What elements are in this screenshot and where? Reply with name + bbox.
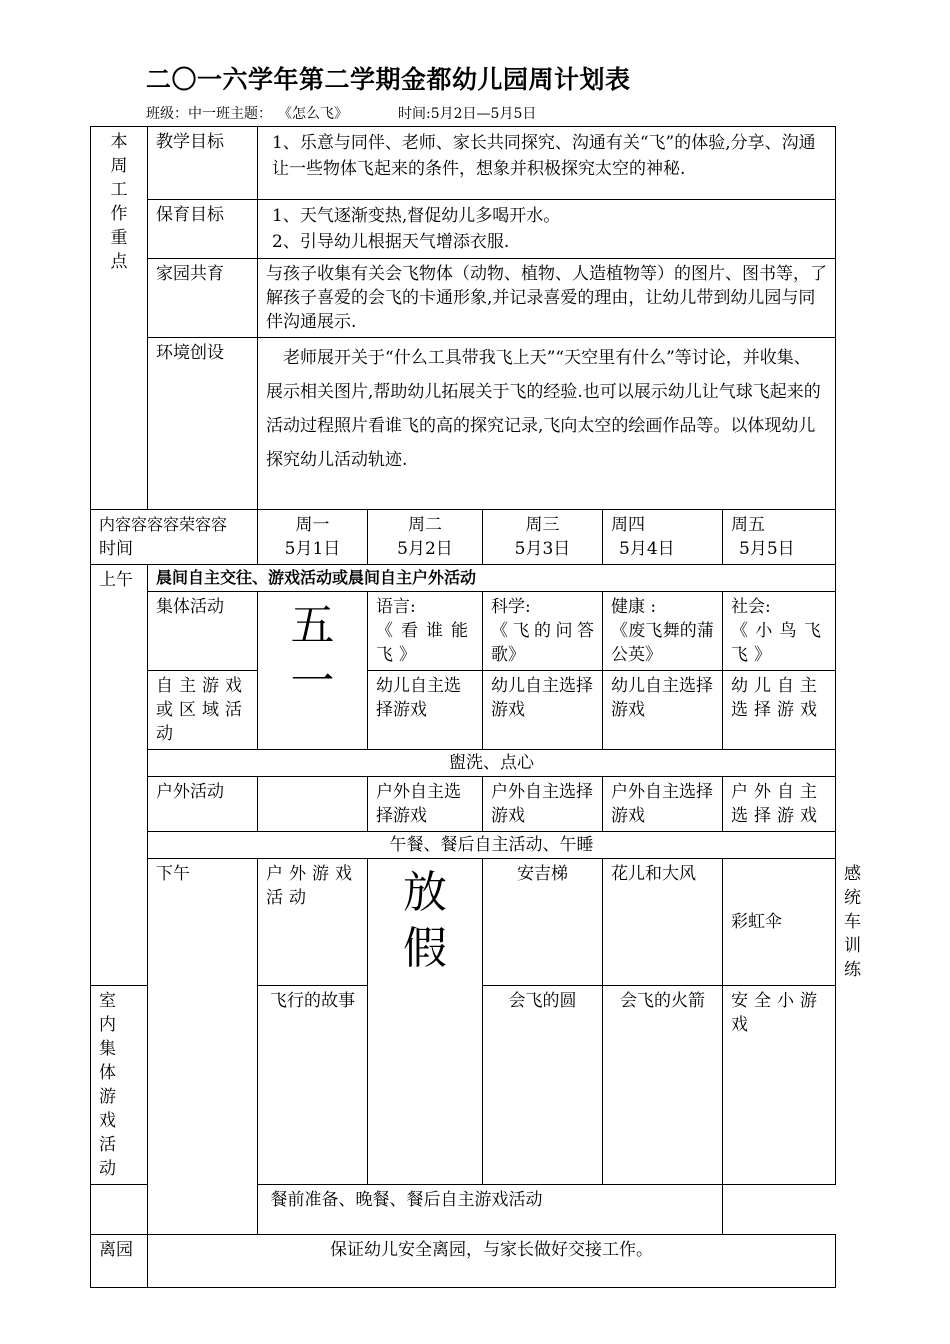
group-activity-wed: 科学: 《飞的问答歌》 [483,592,603,671]
morning-banner: 晨间自主交往、游戏活动或晨间自主户外活动 [148,565,836,592]
wash-snack: 盥洗、点心 [148,750,836,777]
weekly-plan-table [90,126,868,1288]
day-header-wed: 周三 5月3日 [483,510,603,565]
free-play-fri: 幼儿自主选择游戏 [723,671,836,750]
plan-info [146,103,536,123]
page-title: 二〇一六学年第二学期金都幼儿园周计划表 [146,65,631,94]
teaching-goal-row [91,127,836,200]
weekly-focus-label: 本 周 工 作 重 点 [91,127,148,510]
outdoor-game-tue: 安吉梯 [483,859,603,986]
indoor-game-label: 室内集体游戏活动 [91,986,148,1185]
indoor-game-fri: 安全小游戏 [723,986,836,1185]
time-range: 时间:5月2日—5月5日 [398,106,537,122]
holiday-mark-fangjia: 放 假 [368,859,483,1185]
group-activity-fri: 社会: 《小鸟飞飞》 [723,592,836,671]
indoor-game-wed: 会飞的圆 [483,986,603,1185]
outdoor-activity-tue: 户外自主选择游戏 [368,777,483,832]
free-play-row [91,671,836,750]
home-coop-label: 家园共育 [148,259,258,338]
day-header-mon: 周一 5月1日 [258,510,368,565]
leave-row [91,1235,836,1288]
care-goal-text [258,200,836,259]
indoor-game-thu: 会飞的火箭 [603,986,723,1185]
outdoor-activity-mon [258,777,368,832]
holiday-mark-wuyi: 五 一 [258,592,368,750]
theme-name: 《怎么飞》 [278,106,348,122]
care-goal-line: 2、引导幼儿根据天气增添衣服. [272,232,510,252]
leave-text: 保证幼儿安全离园，与家长做好交接工作。 [148,1235,836,1288]
free-play-tue: 幼儿自主选择游戏 [368,671,483,750]
wash-row [91,750,836,777]
day-header-tue: 周二 5月2日 [368,510,483,565]
outdoor-game-row: 下午 户外游戏活动 放 假 安吉梯 花儿和大风 彩虹伞 感统车训练 [91,859,836,986]
dinner-row [91,1185,836,1235]
outdoor-activity-label: 户外活动 [148,777,258,832]
day-header-thu: 周四 5月4日 [603,510,723,565]
class-label: 班级：中一班 [146,106,230,122]
lunch-row [91,832,836,859]
free-play-wed: 幼儿自主选择游戏 [483,671,603,750]
lunch-nap: 午餐、餐后自主活动、午睡 [148,832,836,859]
outdoor-activity-wed: 户外自主选择游戏 [483,777,603,832]
environment-label: 环境创设 [148,338,258,510]
care-goal-label: 保育目标 [148,200,258,259]
care-goal-line: 1、天气逐渐变热,督促幼儿多喝开水。 [272,206,561,226]
afternoon-label: 下午 [148,859,258,1235]
theme-label: 主题： [230,106,272,122]
outdoor-game-thu: 彩虹伞 [723,859,836,986]
group-activity-label: 集体活动 [148,592,258,671]
environment-text: 老师展开关于“什么工具带我飞上天”“天空里有什么”等讨论，并收集、展示相关图片,帮助幼儿拓展关于飞的经验.也可以展示幼儿让气球飞起来的活动过程照片看谁飞的高的探究记录,飞向太空的绘画作品等。以体现幼儿探究幼儿活动轨迹. [258,338,836,510]
outdoor-game-label: 户外游戏活动 [258,859,368,986]
free-play-label: 自主游戏或区域活动 [148,671,258,750]
dinner-activities: 餐前准备、晚餐、餐后自主游戏活动 [91,1185,723,1235]
outdoor-activity-row [91,777,836,832]
free-play-thu: 幼儿自主选择游戏 [603,671,723,750]
morning-label: 上午 [91,565,148,986]
header-row [91,510,836,565]
outdoor-game-wed: 花儿和大风 [603,859,723,986]
outdoor-activity-thu: 户外自主选择游戏 [603,777,723,832]
day-header-fri: 周五 5月5日 [723,510,836,565]
leave-label: 离园 [91,1235,148,1288]
home-coop-text: 与孩子收集有关会飞物体（动物、植物、人造植物等）的图片、图书等，了解孩子喜爱的会飞的卡通形象,并记录喜爱的理由，让幼儿带到幼儿园与同伴沟通展示. [258,259,836,338]
teaching-goal-text: 1、乐意与同伴、老师、家长共同探究、沟通有关“飞”的体验,分享、沟通让一些物体飞起来的条件，想象并积极探究太空的神秘. [258,127,836,200]
outdoor-activity-fri: 户外自主选择游戏 [723,777,836,832]
teaching-goal-label: 教学目标 [148,127,258,200]
care-goal-row [91,200,836,259]
indoor-game-tue: 飞行的故事 [258,986,368,1185]
home-coop-row [91,259,836,338]
group-activity-row [91,592,836,671]
environment-row [91,338,836,510]
morning-banner-row [91,565,836,592]
content-label: 内容容容容荣容容 [99,515,228,534]
content-time-header [91,510,258,565]
group-activity-thu: 健康 : 《废飞舞的蒲公英》 [603,592,723,671]
group-activity-tue: 语言: 《看谁能飞》 [368,592,483,671]
time-label: 时间 [99,539,133,559]
